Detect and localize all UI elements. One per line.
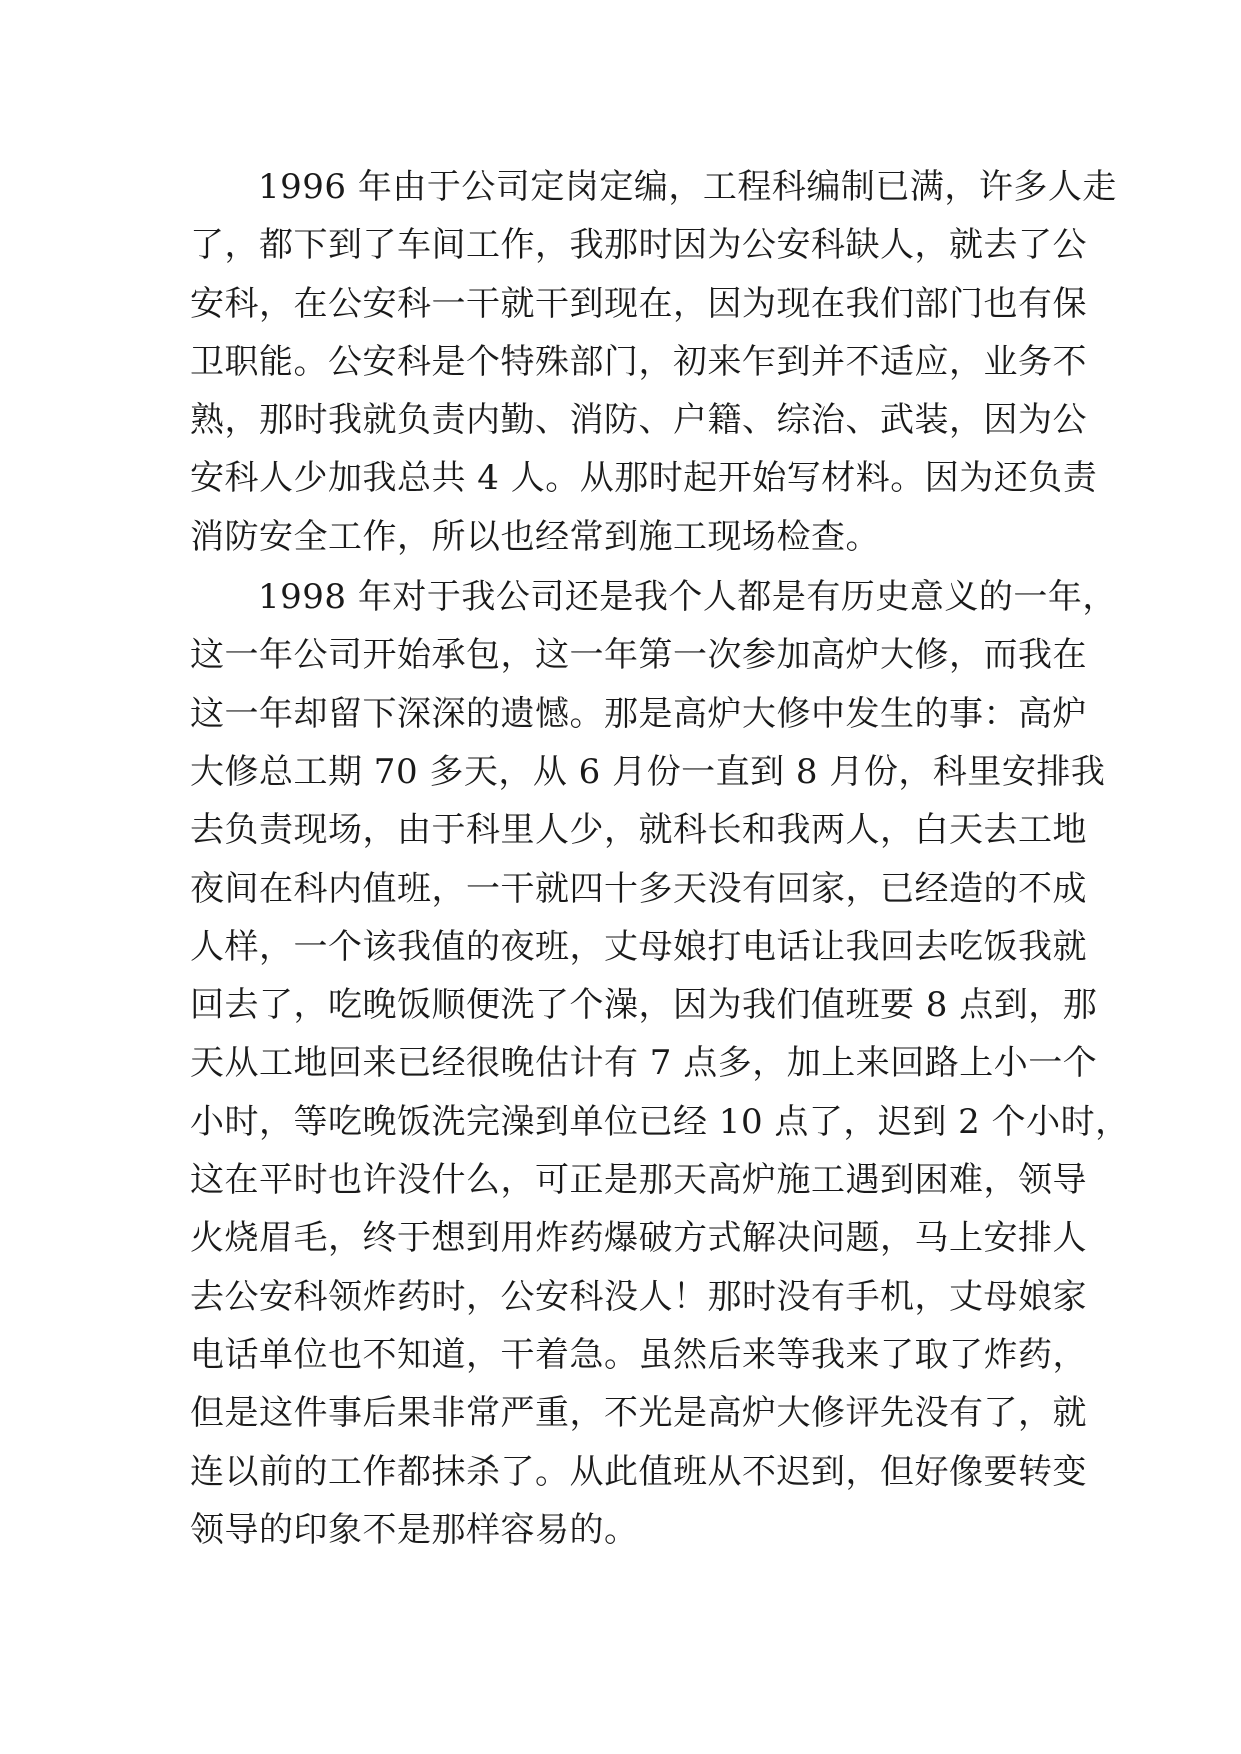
paragraph-1 bbox=[190, 158, 1117, 566]
paragraph-2 bbox=[190, 568, 1130, 1559]
paragraph-line: 领导的印象不是那样容易的。 bbox=[190, 1509, 639, 1550]
paragraph-line: 消防安全工作，所以也经常到施工现场检查。 bbox=[190, 516, 880, 557]
paragraph-line: 1996 年由于公司定岗定编，工程科编制已满，许多人走 bbox=[258, 167, 1117, 207]
paragraph-line: 大修总工期 70 多天，从 6 月份一直到 8 月份，科里安排我 bbox=[190, 751, 1106, 792]
document-body bbox=[190, 158, 1130, 1561]
paragraph-line: 夜间在科内值班，一干就四十多天没有回家，已经造的不成 bbox=[190, 868, 1087, 909]
paragraph-line: 人样，一个该我值的夜班，丈母娘打电话让我回去吃饭我就 bbox=[190, 926, 1087, 967]
paragraph-line: 去公安科领炸药时，公安科没人！那时没有手机，丈母娘家 bbox=[190, 1276, 1087, 1317]
paragraph-line: 回去了，吃晚饭顺便洗了个澡，因为我们值班要 8 点到，那 bbox=[190, 985, 1098, 1026]
paragraph-line: 但是这件事后果非常严重，不光是高炉大修评先没有了，就 bbox=[190, 1393, 1087, 1434]
paragraph-line: 卫职能。公安科是个特殊部门，初来乍到并不适应，业务不 bbox=[190, 341, 1087, 382]
paragraph-line: 火烧眉毛，终于想到用炸药爆破方式解决问题，马上安排人 bbox=[190, 1218, 1087, 1259]
paragraph-line: 熟，那时我就负责内勤、消防、户籍、综治、武装，因为公 bbox=[190, 400, 1087, 441]
paragraph-line: 小时，等吃晚饭洗完澡到单位已经 10 点了，迟到 2 个小时， bbox=[190, 1101, 1130, 1142]
paragraph-line: 了，都下到了车间工作，我那时因为公安科缺人，就去了公 bbox=[190, 225, 1087, 266]
paragraph-line: 连以前的工作都抹杀了。从此值班从不迟到，但好像要转变 bbox=[190, 1451, 1087, 1492]
paragraph-line: 电话单位也不知道，干着急。虽然后来等我来了取了炸药， bbox=[190, 1334, 1087, 1375]
paragraph-line: 安科，在公安科一干就干到现在，因为现在我们部门也有保 bbox=[190, 283, 1087, 324]
paragraph-line: 这在平时也许没什么，可正是那天高炉施工遇到困难，领导 bbox=[190, 1160, 1087, 1201]
paragraph-line: 这一年公司开始承包，这一年第一次参加高炉大修，而我在 bbox=[190, 635, 1087, 676]
paragraph-line: 安科人少加我总共 4 人。从那时起开始写材料。因为还负责 bbox=[190, 458, 1098, 499]
paragraph-line: 去负责现场，由于科里人少，就科长和我两人，白天去工地 bbox=[190, 810, 1087, 851]
paragraph-line: 天从工地回来已经很晚估计有 7 点多，加上来回路上小一个 bbox=[190, 1043, 1098, 1084]
paragraph-line: 这一年却留下深深的遗憾。那是高炉大修中发生的事：高炉 bbox=[190, 693, 1087, 734]
paragraph-line: 1998 年对于我公司还是我个人都是有历史意义的一年， bbox=[258, 577, 1117, 618]
